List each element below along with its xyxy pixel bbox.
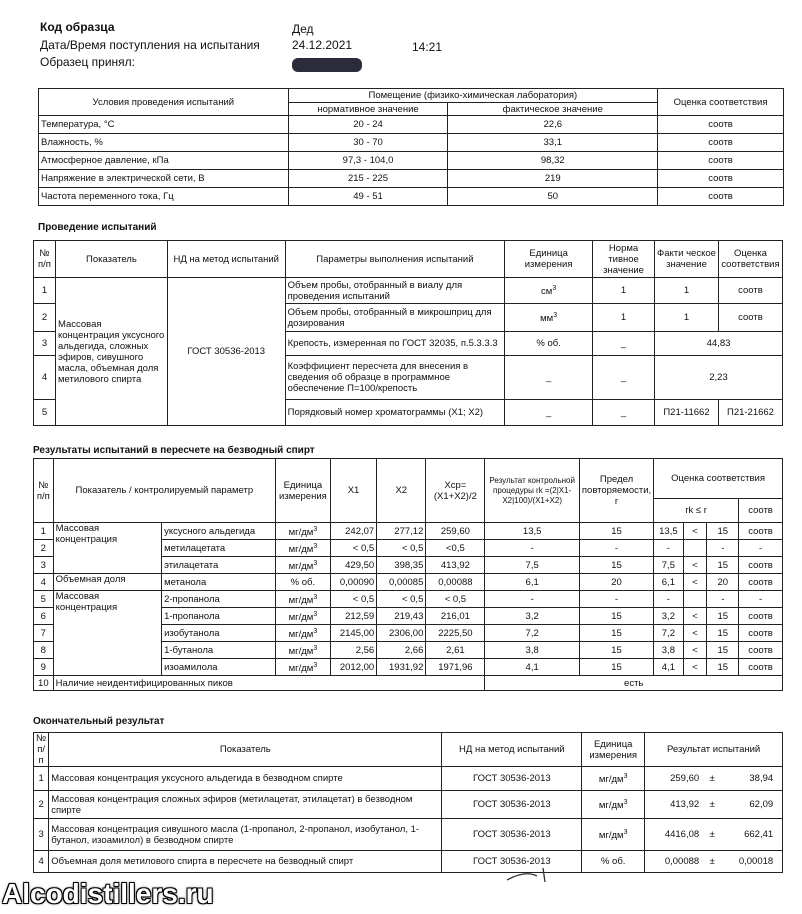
result-name: 1-пропанола [162, 608, 276, 625]
result-name: изобутанола [162, 625, 276, 642]
final-row [34, 819, 783, 851]
result-limit: - [579, 591, 653, 608]
result-name: уксусного альдегида [162, 523, 276, 540]
result-rk: - [485, 591, 579, 608]
cond-actual: 50 [448, 188, 658, 206]
test-unit: % об. [505, 332, 593, 356]
result-sign: < [683, 574, 707, 591]
testing-table [33, 240, 783, 426]
test-num: 3 [34, 332, 56, 356]
result-limit: 20 [579, 574, 653, 591]
result-rk: 3,8 [485, 642, 579, 659]
result-name: этилацетата [162, 557, 276, 574]
result-x2: 2,66 [377, 642, 426, 659]
result-rk: - [485, 540, 579, 557]
final-unit: $мг/дм^3$ [582, 767, 645, 791]
h-unit: Единица измерения [582, 733, 645, 767]
test-assessment: П21-21662 [718, 400, 782, 426]
row10-num: 10 [34, 676, 54, 691]
h-assessment: Оценка соответствия [718, 241, 782, 278]
test-actual: П21-11662 [655, 400, 719, 426]
test-norm: _ [593, 356, 655, 400]
final-title: Окончательный результат [33, 716, 165, 727]
result-rk: 4,1 [485, 659, 579, 676]
result-num: 5 [34, 591, 54, 608]
final-num: 2 [34, 791, 49, 819]
result-ok: соотв [739, 659, 783, 676]
result-limit: 15 [579, 625, 653, 642]
final-name: Массовая концентрация сложных эфиров (метилацетат, этилацетат) в безводном спирте [49, 791, 442, 819]
test-param: Коэффициент пересчета для внесения в сведения об образце в программное обеспечение П=100/крепость [285, 356, 505, 400]
result-rk: 6,1 [485, 574, 579, 591]
result-row [34, 574, 783, 591]
result-group-label: Объемная доля [53, 574, 161, 591]
result-ok: соотв [739, 625, 783, 642]
result-unit: $мг/дм^3$ [276, 659, 331, 676]
h-cond: rk ≤ r [654, 499, 739, 523]
col-actual: фактическое значение [448, 103, 658, 116]
h-control: Результат контрольной процедуры rk =(2|X1-X2|100)/(X1+X2) [485, 459, 579, 523]
h-x1: X1 [330, 459, 376, 523]
result-ok: соотв [739, 557, 783, 574]
test-merged-value: 2,23 [655, 356, 783, 400]
result-group-label: Массовая концентрация [53, 523, 161, 574]
result-rk-value: - [654, 540, 683, 557]
result-num: 1 [34, 523, 54, 540]
result-sign [683, 591, 707, 608]
result-num: 6 [34, 608, 54, 625]
h-params: Параметры выполнения испытаний [285, 241, 505, 278]
results-table [33, 458, 783, 691]
cond-assessment: соотв [658, 188, 784, 206]
date-label: Дата/Время поступления на испытания [40, 38, 260, 52]
result-xcp: 259,60 [426, 523, 485, 540]
result-num: 9 [34, 659, 54, 676]
result-limit: 15 [579, 557, 653, 574]
result-unit: % об. [276, 574, 331, 591]
result-x1: < 0,5 [330, 540, 376, 557]
result-group-label: Массовая концентрация [53, 591, 161, 676]
result-ok: соотв [739, 642, 783, 659]
test-indicator: Массовая концентрация уксусного альдегида, сложных эфиров, сивушного масла, объемная доля метилового спирта [55, 278, 167, 426]
test-unit: $см^3$ [505, 278, 593, 304]
result-r-value: - [707, 591, 739, 608]
h-param: Показатель / контролируемый параметр [53, 459, 275, 523]
h-method: НД на метод испытаний [167, 241, 285, 278]
final-unit: % об. [582, 851, 645, 873]
signature-scribble [505, 862, 565, 884]
result-x1: 2012,00 [330, 659, 376, 676]
cond-assessment: соотв [658, 116, 784, 134]
final-row [34, 767, 783, 791]
cond-assessment: соотв [658, 134, 784, 152]
result-rk-value: 13,5 [654, 523, 683, 540]
result-sign: < [683, 659, 707, 676]
cond-actual: 98,32 [448, 152, 658, 170]
result-xcp: 216,01 [426, 608, 485, 625]
result-x2: 0,00085 [377, 574, 426, 591]
test-actual: 1 [655, 278, 719, 304]
cond-name: Частота переменного тока, Гц [39, 188, 289, 206]
result-x2: < 0,5 [377, 540, 426, 557]
test-unit: _ [505, 356, 593, 400]
h-num: № п/п [34, 459, 54, 523]
result-x1: 0,00090 [330, 574, 376, 591]
cond-actual: 219 [448, 170, 658, 188]
col-condition: Условия проведения испытаний [39, 89, 289, 116]
result-num: 7 [34, 625, 54, 642]
result-xcp: 2225,50 [426, 625, 485, 642]
redacted-signature [292, 58, 362, 72]
cond-norm: 97,3 - 104,0 [288, 152, 448, 170]
result-r-value: 15 [707, 608, 739, 625]
h-unit: Единица измерения [276, 459, 331, 523]
test-param: Объем пробы, отобранный в микрошприц для дозирования [285, 304, 505, 332]
result-xcp: 2,61 [426, 642, 485, 659]
watermark: Alcodistillers.ru [2, 878, 214, 909]
result-x2: 277,12 [377, 523, 426, 540]
result-num: 2 [34, 540, 54, 557]
result-limit: 15 [579, 642, 653, 659]
test-param: Крепость, измеренная по ГОСТ 32035, п.5.3.3.3 [285, 332, 505, 356]
cond-actual: 22,6 [448, 116, 658, 134]
result-r-value: 15 [707, 523, 739, 540]
result-unit: $мг/дм^3$ [276, 523, 331, 540]
test-norm: 1 [593, 278, 655, 304]
final-result: 0,00088 ± 0,00018 [645, 851, 783, 873]
test-norm: _ [593, 332, 655, 356]
test-merged-value: 44,83 [655, 332, 783, 356]
result-unit: $мг/дм^3$ [276, 557, 331, 574]
final-method: ГОСТ 30536-2013 [442, 791, 582, 819]
h-result: Результат испытаний [645, 733, 783, 767]
cond-assessment: соотв [658, 170, 784, 188]
test-param: Объем пробы, отобранный в виалу для проведения испытаний [285, 278, 505, 304]
result-limit: 15 [579, 659, 653, 676]
result-unit: $мг/дм^3$ [276, 540, 331, 557]
h-indicator: Показатель [49, 733, 442, 767]
result-rk: 7,2 [485, 625, 579, 642]
h-num: № п/п [34, 241, 56, 278]
row10-value: есть [485, 676, 783, 691]
result-rk: 13,5 [485, 523, 579, 540]
row10-name: Наличие неидентифицированных пиков [53, 676, 485, 691]
result-ok: соотв [739, 574, 783, 591]
cond-assessment: соотв [658, 152, 784, 170]
result-ok: - [739, 591, 783, 608]
test-param: Порядковый номер хроматограммы (X1; X2) [285, 400, 505, 426]
result-r-value: 15 [707, 642, 739, 659]
result-rk-value: 7,2 [654, 625, 683, 642]
final-name: Объемная доля метилового спирта в пересчете на безводный спирт [49, 851, 442, 873]
test-unit: _ [505, 400, 593, 426]
result-r-value: 15 [707, 557, 739, 574]
test-num: 5 [34, 400, 56, 426]
final-num: 1 [34, 767, 49, 791]
test-norm: _ [593, 400, 655, 426]
col-room: Помещение (физико-химическая лаборатория) [288, 89, 657, 103]
test-method: ГОСТ 30536-2013 [167, 278, 285, 426]
result-row [34, 523, 783, 540]
result-row [34, 591, 783, 608]
cond-name: Температура, °С [39, 116, 289, 134]
result-x1: 2,56 [330, 642, 376, 659]
result-sign: < [683, 642, 707, 659]
test-num: 4 [34, 356, 56, 400]
result-rk: 3,2 [485, 608, 579, 625]
result-xcp: 413,92 [426, 557, 485, 574]
accepted-label: Образец принял: [40, 55, 136, 69]
result-x1: 242,07 [330, 523, 376, 540]
final-method: ГОСТ 30536-2013 [442, 819, 582, 851]
test-assessment: соотв [718, 278, 782, 304]
results-title: Результаты испытаний в пересчете на безводный спирт [33, 445, 315, 456]
result-unit: $мг/дм^3$ [276, 625, 331, 642]
result-x2: 398,35 [377, 557, 426, 574]
test-assessment: соотв [718, 304, 782, 332]
result-unit: $мг/дм^3$ [276, 642, 331, 659]
final-num: 3 [34, 819, 49, 851]
test-unit: $мм^3$ [505, 304, 593, 332]
test-num: 2 [34, 304, 56, 332]
result-rk-value: 4,1 [654, 659, 683, 676]
final-unit: $мг/дм^3$ [582, 819, 645, 851]
result-xcp: 0,00088 [426, 574, 485, 591]
result-xcp: < 0,5 [426, 591, 485, 608]
result-r-value: 15 [707, 625, 739, 642]
result-sign: < [683, 625, 707, 642]
h-assessment: Оценка соответствия [654, 459, 783, 499]
final-name: Массовая концентрация уксусного альдегида в безводном спирте [49, 767, 442, 791]
final-result: 259,60 ± 38,94 [645, 767, 783, 791]
result-limit: 15 [579, 608, 653, 625]
result-limit: - [579, 540, 653, 557]
result-ok: соотв [739, 523, 783, 540]
result-name: изоамилола [162, 659, 276, 676]
h-indicator: Показатель [55, 241, 167, 278]
result-x1: 212,59 [330, 608, 376, 625]
cond-norm: 20 - 24 [288, 116, 448, 134]
result-x1: < 0,5 [330, 591, 376, 608]
h-method: НД на метод испытаний [442, 733, 582, 767]
cond-norm: 30 - 70 [288, 134, 448, 152]
result-unit: $мг/дм^3$ [276, 608, 331, 625]
h-num: № п/п [34, 733, 49, 767]
h-norm: Норма тивное значение [593, 241, 655, 278]
result-rk-value: 7,5 [654, 557, 683, 574]
final-row [34, 851, 783, 873]
result-limit: 15 [579, 523, 653, 540]
h-actual: Факти ческое значение [655, 241, 719, 278]
result-x2: < 0,5 [377, 591, 426, 608]
result-xcp: <0,5 [426, 540, 485, 557]
cond-name: Атмосферное давление, кПа [39, 152, 289, 170]
result-name: 2-пропанола [162, 591, 276, 608]
conditions-table [38, 88, 784, 206]
final-row [34, 791, 783, 819]
date-value: 24.12.2021 [292, 38, 353, 52]
col-norm: нормативное значение [288, 103, 448, 116]
result-r-value: 20 [707, 574, 739, 591]
result-x2: 219,43 [377, 608, 426, 625]
result-rk-value: 3,8 [654, 642, 683, 659]
result-sign: < [683, 557, 707, 574]
time-value: 14:21 [412, 40, 443, 54]
result-x1: 429,50 [330, 557, 376, 574]
cond-norm: 49 - 51 [288, 188, 448, 206]
result-r-value: 15 [707, 659, 739, 676]
result-unit: $мг/дм^3$ [276, 591, 331, 608]
result-x1: 2145,00 [330, 625, 376, 642]
result-x2: 1931,92 [377, 659, 426, 676]
code-value: Дед [292, 22, 314, 36]
result-num: 4 [34, 574, 54, 591]
cond-name: Напряжение в электрической сети, В [39, 170, 289, 188]
h-x2: X2 [377, 459, 426, 523]
final-result: 413,92 ± 62,09 [645, 791, 783, 819]
final-result: 4416,08 ± 662,41 [645, 819, 783, 851]
result-ok: соотв [739, 608, 783, 625]
code-label: Код образца [40, 20, 115, 34]
final-method: ГОСТ 30536-2013 [442, 851, 582, 873]
result-rk-value: 6,1 [654, 574, 683, 591]
test-num: 1 [34, 278, 56, 304]
result-sign: < [683, 523, 707, 540]
col-assessment: Оценка соответствия [658, 89, 784, 116]
result-r-value: - [707, 540, 739, 557]
result-ok: - [739, 540, 783, 557]
result-x2: 2306,00 [377, 625, 426, 642]
cond-name: Влажность, % [39, 134, 289, 152]
cond-norm: 215 - 225 [288, 170, 448, 188]
result-name: 1-бутанола [162, 642, 276, 659]
final-method: ГОСТ 30536-2013 [442, 767, 582, 791]
h-unit: Единица измерения [505, 241, 593, 278]
result-rk-value: - [654, 591, 683, 608]
final-unit: $мг/дм^3$ [582, 791, 645, 819]
final-name: Массовая концентрация сивушного масла (1-пропанол, 2-пропанол, изобутанол, 1-бутанол, изоамилол) в безводном спирте [49, 819, 442, 851]
h-cond2: соотв [739, 499, 783, 523]
result-name: метилацетата [162, 540, 276, 557]
final-num: 4 [34, 851, 49, 873]
result-xcp: 1971,96 [426, 659, 485, 676]
final-table [33, 732, 783, 873]
result-name: метанола [162, 574, 276, 591]
h-xcp: Xср= (X1+X2)/2 [426, 459, 485, 523]
result-num: 3 [34, 557, 54, 574]
result-rk: 7,5 [485, 557, 579, 574]
test-norm: 1 [593, 304, 655, 332]
result-sign: < [683, 608, 707, 625]
result-num: 8 [34, 642, 54, 659]
cond-actual: 33,1 [448, 134, 658, 152]
test-actual: 1 [655, 304, 719, 332]
result-sign [683, 540, 707, 557]
result-rk-value: 3,2 [654, 608, 683, 625]
h-limit: Предел повторяемости, r [579, 459, 653, 523]
testing-title: Проведение испытаний [38, 222, 157, 233]
